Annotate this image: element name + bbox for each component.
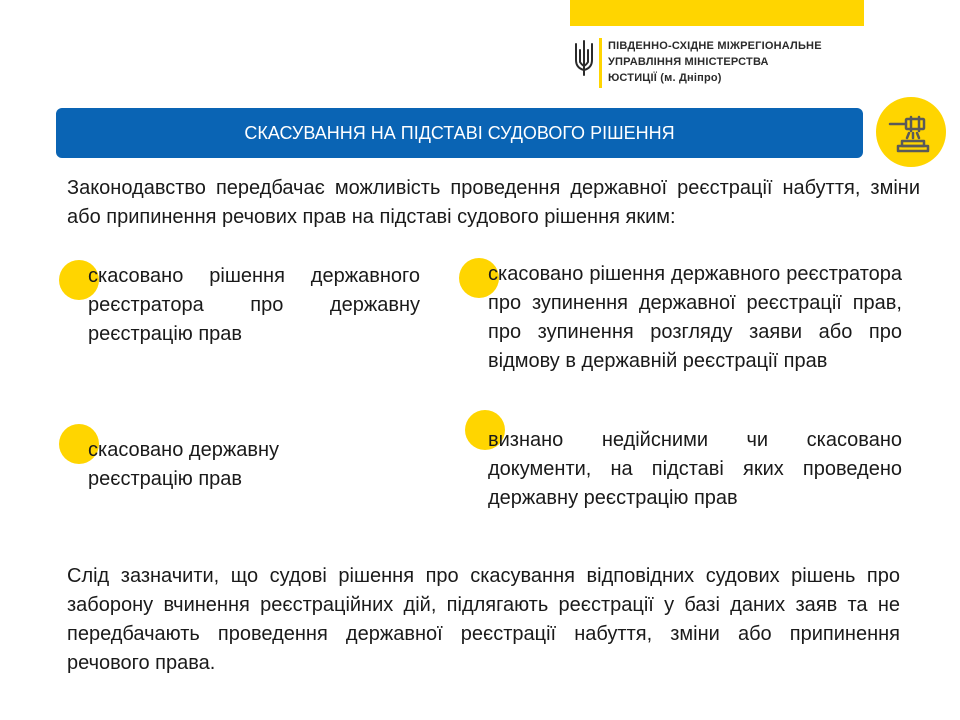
- top-accent-bar: [570, 0, 864, 26]
- org-line: УПРАВЛІННЯ МІНІСТЕРСТВА: [608, 56, 769, 68]
- ministry-logo: [573, 38, 822, 88]
- list-item: скасовано рішення державного реєстратора про зупинення державної реєстрації прав, про зупинення розгляду заяви або про відмову в державній реєстрації прав: [488, 263, 902, 372]
- org-line: ПІВДЕННО-СХІДНЕ МІЖРЕГІОНАЛЬНЕ: [608, 40, 822, 52]
- slide-title-bar: [56, 108, 863, 158]
- slide-title: СКАСУВАННЯ НА ПІДСТАВІ СУДОВОГО РІШЕННЯ: [244, 122, 675, 143]
- gavel-badge: [876, 97, 946, 167]
- footer-paragraph: Слід зазначити, що судові рішення про скасування відповідних судових рішень про заборону вчинення реєстраційних дій, підлягають реєстрації у базі даних заяв та не передбачають проведення державної реєстрації набуття, зміни або припинення речового права.: [67, 565, 900, 674]
- trident-coat-of-arms-icon: [573, 40, 595, 76]
- org-line: ЮСТИЦІЇ (м. Дніпро): [608, 72, 722, 84]
- organization-name: [608, 38, 822, 86]
- list-item: визнано недійсними чи скасовано документи, на підставі яких проведено державну реєстрацію прав: [488, 429, 902, 509]
- list-item: скасовано рішення державного реєстратора про державну реєстрацію прав: [88, 265, 420, 345]
- logo-separator: [599, 38, 602, 88]
- list-item: скасовано державну реєстрацію прав: [88, 439, 279, 490]
- intro-paragraph: Законодавство передбачає можливість проведення державної реєстрації набуття, зміни або припинення речових прав на підставі судового рішення яким:: [67, 177, 920, 228]
- gavel-icon: [876, 97, 946, 167]
